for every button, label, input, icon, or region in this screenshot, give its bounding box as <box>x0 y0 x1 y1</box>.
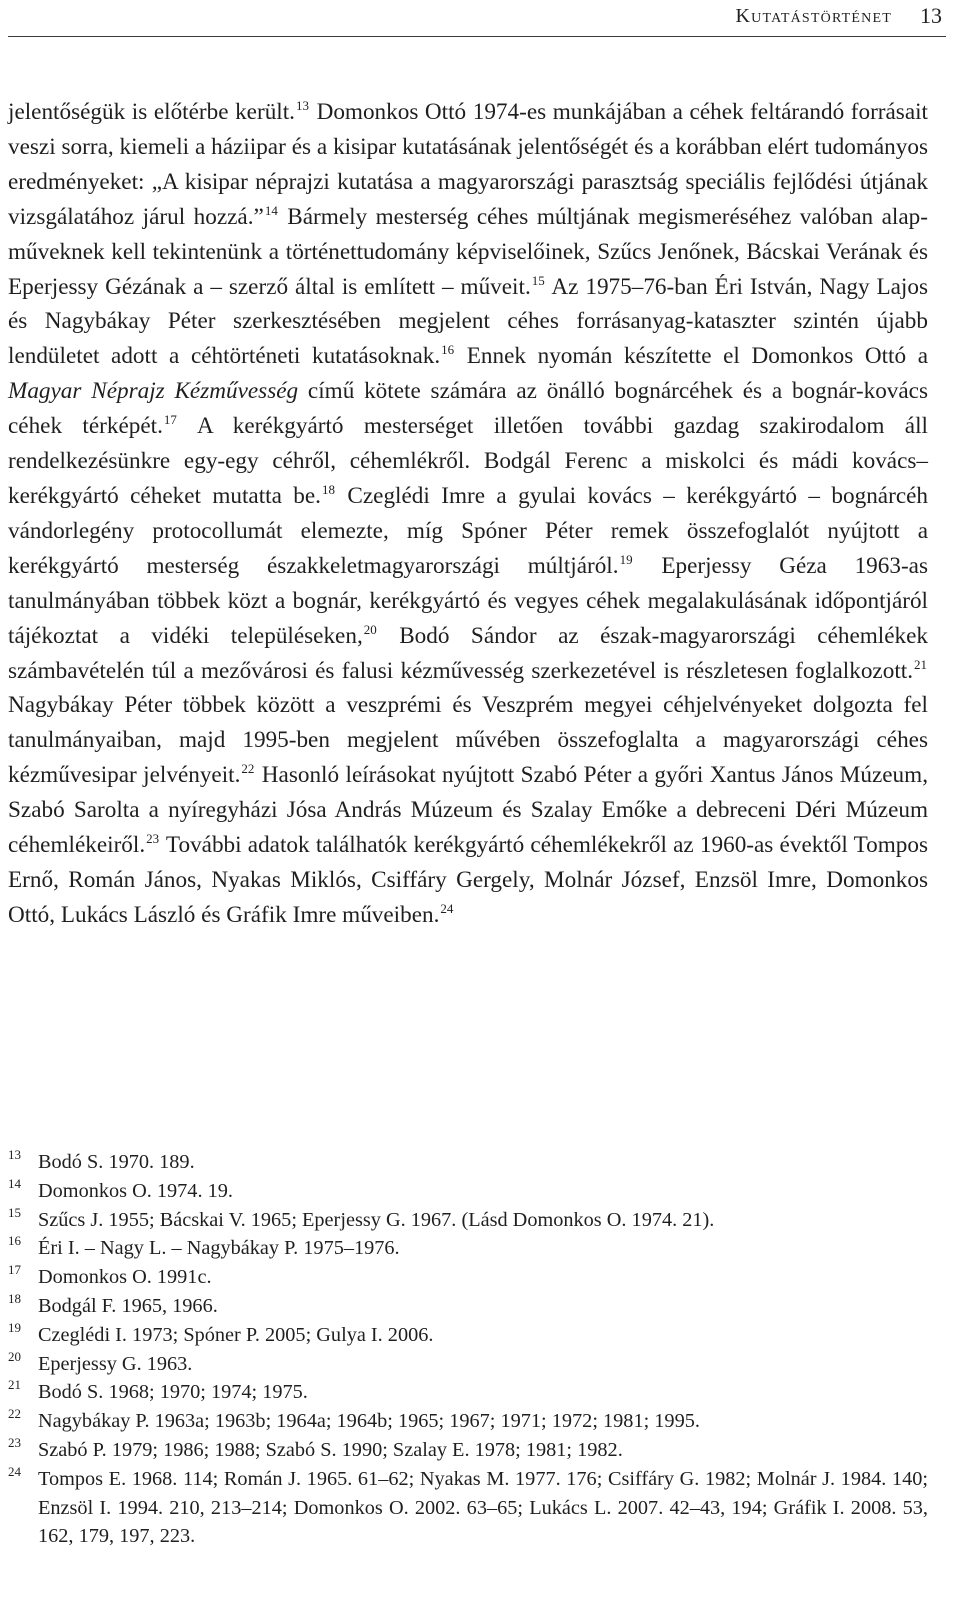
footnote-item <box>8 1148 928 1177</box>
footnote-number: 22 <box>8 1406 21 1422</box>
text-run: Bármely mesterség céhes múltjának megismeréséhez valóban alapműveknek kell tekintenünk a történettudomány képviselőinek, Szűcs Jenőnek, Bácskai Verának és Eperjessy Gézának a – szerző által is említett – műveit. <box>8 203 928 300</box>
footnote-ref[interactable]: 23 <box>146 831 160 847</box>
footnote-item <box>8 1206 928 1235</box>
footnote-text: Domonkos O. 1991c. <box>38 1266 212 1289</box>
book-title: Magyar Néprajz Kézművesség <box>8 378 299 405</box>
footnote-item <box>8 1436 928 1465</box>
body-paragraph <box>8 95 928 933</box>
footnote-text: Czeglédi I. 1973; Spóner P. 2005; Gulya I. 2006. <box>38 1323 434 1346</box>
text-run: További adatok találhatók kerékgyártó céhemlékekről az 1960-as évektől Tompos Ernő, Román János, Nyakas Miklós, Csiffáry Gergely, Molnár József, Enzsöl Imre, Domonkos Ottó, Lukács László és Gráfik Imre műveiben. <box>8 832 928 928</box>
text-run: Hasonló leírásokat nyújtott Szabó Péter a győri Xantus János Múzeum, Szabó Sarolta a nyíregyházi Jósa András Múzeum és Szalay Emőke a debreceni Déri Múzeum céhemlékeiről. <box>8 762 928 859</box>
running-header <box>8 0 946 37</box>
footnote-ref[interactable]: 24 <box>440 900 454 916</box>
chapter-title: Kutatástörténet <box>735 5 892 27</box>
footnote-item <box>8 1321 928 1350</box>
footnotes-list <box>8 1148 928 1551</box>
footnote-text: Szabó P. 1979; 1986; 1988; Szabó S. 1990; Szalay E. 1978; 1981; 1982. <box>38 1438 623 1461</box>
footnote-number: 20 <box>8 1348 21 1364</box>
footnote-number: 13 <box>8 1147 21 1162</box>
footnote-text: Bodó S. 1968; 1970; 1974; 1975. <box>38 1381 308 1404</box>
footnote-item <box>8 1407 928 1436</box>
footnote-ref[interactable]: 21 <box>914 656 927 672</box>
footnote-number: 24 <box>8 1463 21 1479</box>
footnote-number: 15 <box>8 1204 21 1220</box>
footnote-item <box>8 1378 928 1407</box>
text-run: Eperjessy Géza 1963-as tanulmányában többek közt a bognár, kerékgyártó és vegyes céhek megalakulásának időpontjáról tájékoztat a vidéki településeken, <box>8 552 928 649</box>
text-run: Bodó Sándor az észak-magyarországi céhemlékek számbavételén túl a mezővárosi és falusi kézművesség szerkezetével is részletesen foglalkozott. <box>8 622 928 684</box>
footnote-item <box>8 1263 928 1292</box>
footnote-item <box>8 1292 928 1321</box>
footnote-number: 16 <box>8 1233 21 1249</box>
footnote-ref[interactable]: 16 <box>441 342 455 358</box>
footnote-number: 18 <box>8 1290 21 1306</box>
footnote-ref[interactable]: 19 <box>619 551 633 567</box>
text-run: Nagybákay Péter többek között a veszprémi és Veszprém megyei céhjelvényeket dolgozta fel tanulmányaiban, majd 1995-ben megjelent művében összefoglalta a magyarországi céhes kézművesipar jelvényeit. <box>8 692 928 789</box>
footnote-ref[interactable]: 20 <box>363 621 377 637</box>
footnote-item <box>8 1234 928 1263</box>
footnote-item <box>8 1350 928 1379</box>
page-number: 13 <box>920 3 942 28</box>
text-run: Az 1975–76-ban Éri István, Nagy Lajos és Nagybákay Péter szerkesztésében megjelent céhes forrásanyag-kataszter szintén újabb lendületet adott a céhtörténeti kutatásoknak. <box>8 273 928 370</box>
footnote-text: Nagybákay P. 1963a; 1963b; 1964a; 1964b; 1965; 1967; 1971; 1972; 1981; 1995. <box>38 1410 700 1433</box>
text-run: Domonkos Ottó 1974-es munkájában a céhek feltárandó forrásait veszi sorra, kiemeli a háziipar és a kisipar kutatásának jelentőségét és a korábban elért tudományos eredményeket: „A kisipar néprajzi kutatása a magyarországi parasztság speciális fejlődési útjának vizsgálatához járul hozzá.” <box>8 99 928 230</box>
footnote-ref[interactable]: 14 <box>264 202 278 218</box>
footnote-number: 23 <box>8 1434 21 1450</box>
footnote-number: 21 <box>8 1377 21 1393</box>
text-run: jelentőségük is előtérbe került. <box>8 99 295 125</box>
footnote-number: 19 <box>8 1319 21 1335</box>
footnote-text: Éri I. – Nagy L. – Nagybákay P. 1975–1976. <box>38 1237 400 1260</box>
footnote-text: Eperjessy G. 1963. <box>38 1352 193 1375</box>
footnote-text: Szűcs J. 1955; Bácskai V. 1965; Eperjessy G. 1967. (Lásd Domonkos O. 1974. 21). <box>38 1208 715 1231</box>
text-run: Czeglédi Imre a gyulai kovács – kerékgyártó – bognárcéh vándorlegény protocollumát elemezte, míg Spóner Péter remek összefoglalót nyújtott a kerékgyártó mesterség északkeletmagyarországi múltjáról. <box>8 482 928 579</box>
footnote-item <box>8 1465 928 1551</box>
footnote-text: Bodó S. 1970. 189. <box>38 1151 195 1173</box>
footnote-ref[interactable]: 18 <box>321 481 335 497</box>
footnote-ref[interactable]: 22 <box>241 761 255 777</box>
footnote-item <box>8 1177 928 1206</box>
text-run: című kötete számára az önálló bognárcéhek és a bognár-kovács céhek térképét. <box>8 378 928 440</box>
text-run: A kerékgyártó mesterséget illetően további gazdag szakirodalom áll rendelkezésünkre egy-egy céhről, céhemlékről. Bodgál Ferenc a miskolci és mádi kovács–kerékgyártó céheket mutatta be. <box>8 413 928 509</box>
footnote-number: 17 <box>8 1262 21 1278</box>
footnote-text: Bodgál F. 1965, 1966. <box>38 1294 218 1317</box>
footnote-ref[interactable]: 13 <box>295 98 309 113</box>
footnote-number: 14 <box>8 1175 21 1191</box>
footnote-text: Domonkos O. 1974. 19. <box>38 1179 233 1202</box>
text-run: Ennek nyomán készítette el Domonkos Ottó a <box>455 343 928 370</box>
footnote-ref[interactable]: 15 <box>531 272 545 288</box>
footnote-text: Tompos E. 1968. 114; Román J. 1965. 61–62; Nyakas M. 1977. 176; Csiffáry G. 1982; Molnár J. 1984. 140; Enzsöl I. 1994. 210, 213–214; Domonkos O. 2002. 63–65; Lukács L. 2007. 42–43, 194; Gráfik I. 2008. 53, 162, 179, 197, 223. <box>38 1467 928 1548</box>
footnote-ref[interactable]: 17 <box>163 412 177 428</box>
